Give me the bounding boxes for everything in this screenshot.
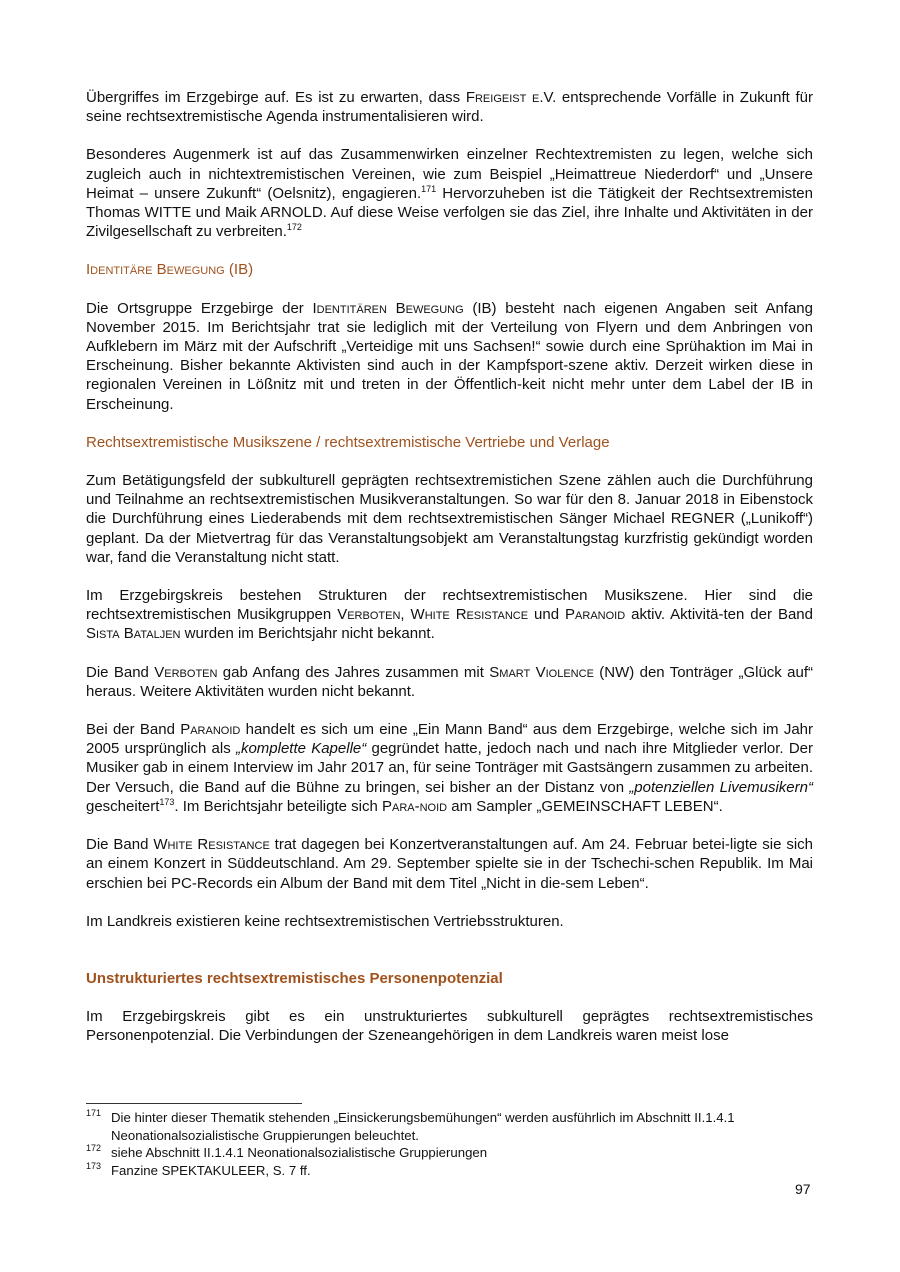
band-name: Smart Violence	[489, 663, 594, 681]
footnote-text: siehe Abschnitt II.1.4.1 Neonationalsozialistische Gruppierungen	[111, 1145, 488, 1160]
text-run: ,	[400, 606, 411, 624]
text-run: handelt es sich um eine „Ein Mann Band“ aus dem Erzgebirge, welche sich im Jahr 2005 ursprünglich als	[86, 721, 813, 758]
footnote-number: 172	[86, 1143, 102, 1153]
text-run: am Sampler „GEMEINSCHAFT LEBEN“.	[447, 797, 723, 815]
paragraph: Zum Betätigungsfeld der subkulturell geprägten rechtsextremistichen Szene zählen auch die Durchführung und Teilnahme an rechtsextremistischen Musikveranstaltungen. So war für den 8. Januar 2018 in Eibenstock die Durchführung eines Liederabends mit dem rechtsextremistischen Sänger Michael REGNER („Lunikoff“) geplant. Da der Mietvertrag für das Veranstaltungsobjekt am Veranstaltungstag kurzfristig gekündigt worden war, fand die Veranstaltung nicht statt.	[86, 472, 813, 566]
section-heading: Unstrukturiertes rechtsextremistisches Personenpotenzial	[86, 969, 503, 987]
footnote-text: Fanzine SPEKTAKULEER, S. 7 ff.	[111, 1162, 311, 1178]
band-name: Verboten	[337, 606, 401, 624]
footnote	[86, 1144, 813, 1162]
text-run: gegründet hatte, jedoch nach und nach ihre Mitglieder verlor. Der Musiker gab in einem Interview im Jahr 2017 an, für seine Tonträger mit Gastsängern zusammen zu arbeiten. Der Versuch, die Band auf die Bühne zu bringen, sei bisher an der Distanz von	[86, 740, 813, 796]
footnote-ref: 173	[159, 796, 175, 807]
paragraph	[86, 720, 813, 816]
text-run: (NW) den Tonträger „Glück auf“ heraus. Weitere Aktivitäten wurden nicht bekannt.	[86, 663, 813, 700]
text-run: . Im Berichtsjahr beteiligte sich	[174, 797, 382, 815]
text-run: trat dagegen bei Konzertveranstaltungen auf. Am 24. Februar betei-ligte sie sich an einem Konzert in Süddeutschland. Am 29. September spielte sie in der Tschechi-schen Republik. Im Mai erschien bei PC-Records ein Album der Band mit dem Titel „Nicht in die-sem Leben“.	[86, 836, 813, 892]
footnote-text: Die hinter dieser Thematik stehenden „Einsickerungsbemühungen“ werden ausführlich im Abschnitt II.1.4.1 Neonationalsozialistische Gruppierungen beleuchtet.	[111, 1110, 735, 1143]
section-heading: Identitäre Bewegung (IB)	[86, 261, 254, 279]
text-run: Die Ortsgruppe Erzgebirge der	[86, 299, 313, 317]
page-number: 97	[795, 1181, 811, 1197]
text-run: Hervorzuheben ist die Tätigkeit der Rechtsextremisten Thomas WITTE und Maik ARNOLD. Auf diese Weise verfolgen sie das Ziel, ihre Inhalte und Aktivitäten in der Zivilgesellschaft zu verbreiten.	[86, 184, 813, 241]
paragraph	[86, 835, 813, 893]
footnote-ref: 171	[421, 183, 437, 194]
text-run: und	[528, 606, 566, 624]
paragraph	[86, 145, 813, 241]
text-run: gescheitert	[86, 797, 160, 815]
paragraph: Im Erzgebirgskreis gibt es ein unstrukturiertes subkulturell geprägtes rechtsextremistisches Personenpotenzial. Die Verbindungen der Szeneangehörigen in dem Landkreis waren meist lose	[86, 1008, 813, 1045]
band-name: Verboten	[154, 663, 218, 681]
org-name: Freigeist e.V.	[465, 89, 557, 106]
band-name: White Resistance	[153, 836, 270, 854]
text-run: gab Anfang des Jahres zusammen mit	[217, 663, 490, 681]
section-heading: Rechtsextremistische Musikszene / rechtsextremistische Vertriebe und Verlage	[86, 433, 610, 451]
text-run: Übergriffes im Erzgebirge auf. Es ist zu erwarten, dass	[86, 89, 466, 106]
footnote-number: 171	[86, 1108, 102, 1118]
text-run: entsprechende Vorfälle in Zukunft für seine rechtsextremistische Agenda instrumentalisieren wird.	[86, 89, 813, 126]
text-run: (IB) besteht nach eigenen Angaben seit Anfang November 2015. Im Berichtsjahr trat sie lediglich mit der Verteilung von Flyern und dem Anbringen von Aufklebern im März mit der Aufschrift „Verteidige mit uns Sachsen!“ sowie durch eine Sprühaktion im Mai in Erscheinung. Bisher bekannte Aktivisten sind auch in der Kampfsport-szene aktiv. Derzeit wirken diese in regionalen Vereinen in Lößnitz mit und treten in der Öffentlich-keit nicht mehr unter dem Label der IB in Erscheinung.	[86, 299, 813, 413]
text-run: aktiv. Aktivitä-ten der Band	[625, 606, 813, 624]
quote: „potenziellen Livemusikern“	[629, 778, 813, 796]
footnote-ref: 172	[286, 222, 302, 233]
quote: „komplette Kapelle“	[235, 740, 367, 758]
text-run: Im Erzgebirgskreis bestehen Strukturen der rechtsextremistischen Musikszene. Hier sind die rechtsextremistischen Musikgruppen	[86, 587, 813, 624]
band-name: Paranoid	[565, 606, 626, 624]
text-run: Besonderes Augenmerk ist auf das Zusammenwirken einzelner Rechtextremisten zu legen, welche sich zugleich auch in nichtextremistischen Vereinen, wie zum Beispiel „Heimattreue Niederdorf“ und „Unsere Heimat – unsere Zukunft“ (Oelsnitz), engagieren.	[86, 146, 813, 202]
text-run: Die Band	[86, 836, 154, 854]
band-name: Para-noid	[382, 797, 448, 815]
paragraph	[86, 299, 813, 414]
paragraph	[86, 586, 813, 644]
text-run: Die Band	[86, 663, 155, 681]
org-name: Identitären Bewegung	[312, 299, 464, 317]
footnote	[86, 1109, 813, 1144]
footnote-number: 173	[86, 1160, 102, 1171]
paragraph	[86, 88, 813, 126]
text-run: wurden im Berichtsjahr nicht bekannt.	[180, 625, 435, 643]
band-name: Sista Bataljen	[86, 625, 181, 643]
footnote	[86, 1162, 813, 1180]
paragraph: Im Landkreis existieren keine rechtsextremistischen Vertriebsstrukturen.	[86, 912, 564, 930]
band-name: White Resistance	[410, 606, 529, 624]
paragraph	[86, 663, 813, 701]
footnote-divider	[86, 1103, 302, 1104]
footnotes	[86, 1109, 813, 1179]
band-name: Paranoid	[180, 721, 241, 739]
text-run: Bei der Band	[86, 721, 181, 739]
document-body	[86, 88, 813, 1046]
